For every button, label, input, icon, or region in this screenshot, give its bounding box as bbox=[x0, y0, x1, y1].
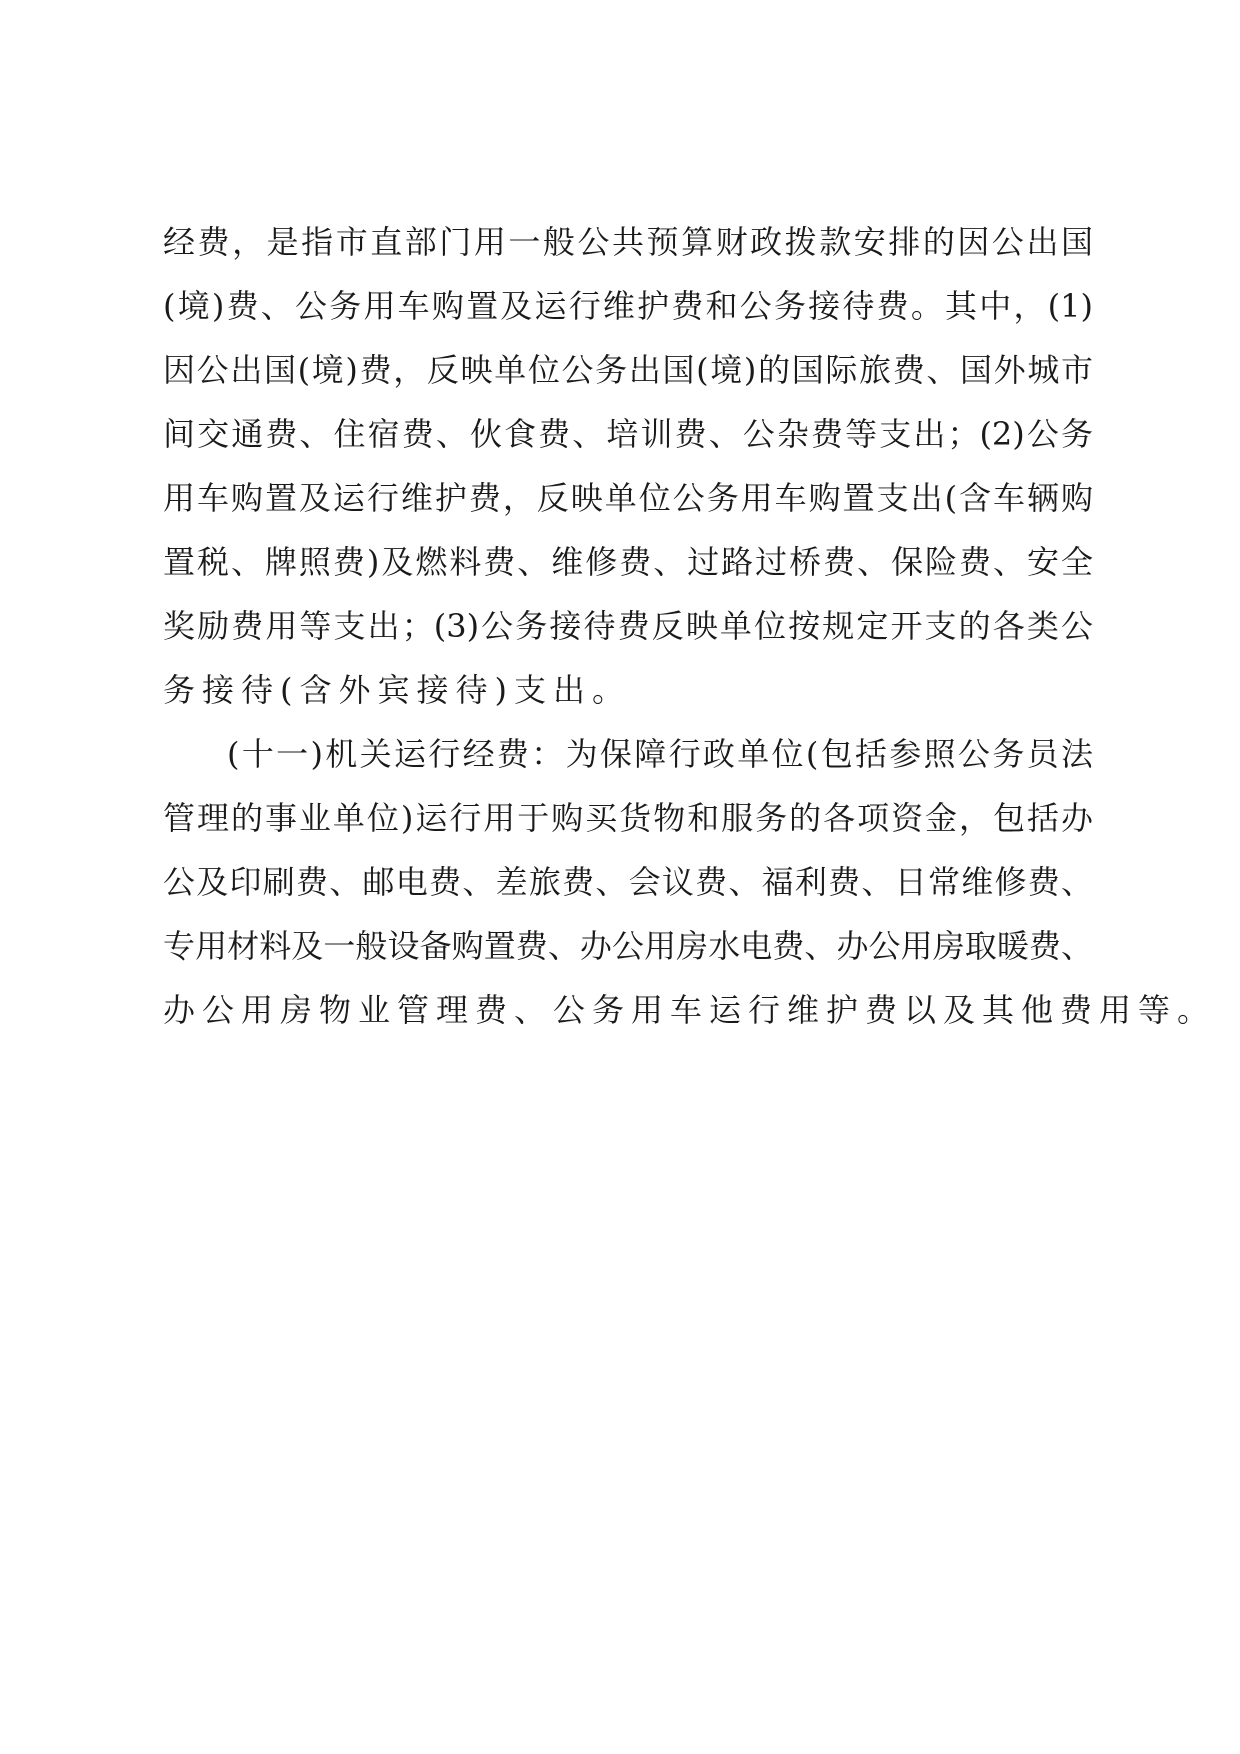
text-line: 置税、牌照费)及燃料费、维修费、过路过桥费、保险费、安全 bbox=[163, 543, 1093, 581]
body-text bbox=[163, 210, 1217, 1042]
text-line: (境)费、公务用车购置及运行维护费和公务接待费。其中，(1) bbox=[163, 287, 1093, 325]
text-line: 间交通费、住宿费、伙食费、培训费、公杂费等支出；(2)公务 bbox=[163, 415, 1093, 453]
text-line: 奖励费用等支出；(3)公务接待费反映单位按规定开支的各类公 bbox=[163, 607, 1093, 645]
text-line: 办公用房物业管理费、公务用车运行维护费以及其他费用等。 bbox=[163, 991, 1217, 1029]
text-line: 公及印刷费、邮电费、差旅费、会议费、福利费、日常维修费、 bbox=[163, 863, 1093, 901]
text-line: 管理的事业单位)运行用于购买货物和服务的各项资金，包括办 bbox=[163, 799, 1093, 837]
text-line: 因公出国(境)费，反映单位公务出国(境)的国际旅费、国外城市 bbox=[163, 351, 1093, 389]
text-line: (十一)机关运行经费：为保障行政单位(包括参照公务员法 bbox=[227, 735, 1093, 773]
text-line: 专用材料及一般设备购置费、办公用房水电费、办公用房取暖费、 bbox=[163, 927, 1093, 965]
paragraph-public-funds bbox=[163, 210, 1093, 722]
paragraph-operating-expenses bbox=[163, 722, 1217, 1042]
text-line: 经费，是指市直部门用一般公共预算财政拨款安排的因公出国 bbox=[163, 223, 1093, 261]
text-line: 务接待(含外宾接待)支出。 bbox=[163, 671, 631, 709]
text-line: 用车购置及运行维护费，反映单位公务用车购置支出(含车辆购 bbox=[163, 479, 1093, 517]
